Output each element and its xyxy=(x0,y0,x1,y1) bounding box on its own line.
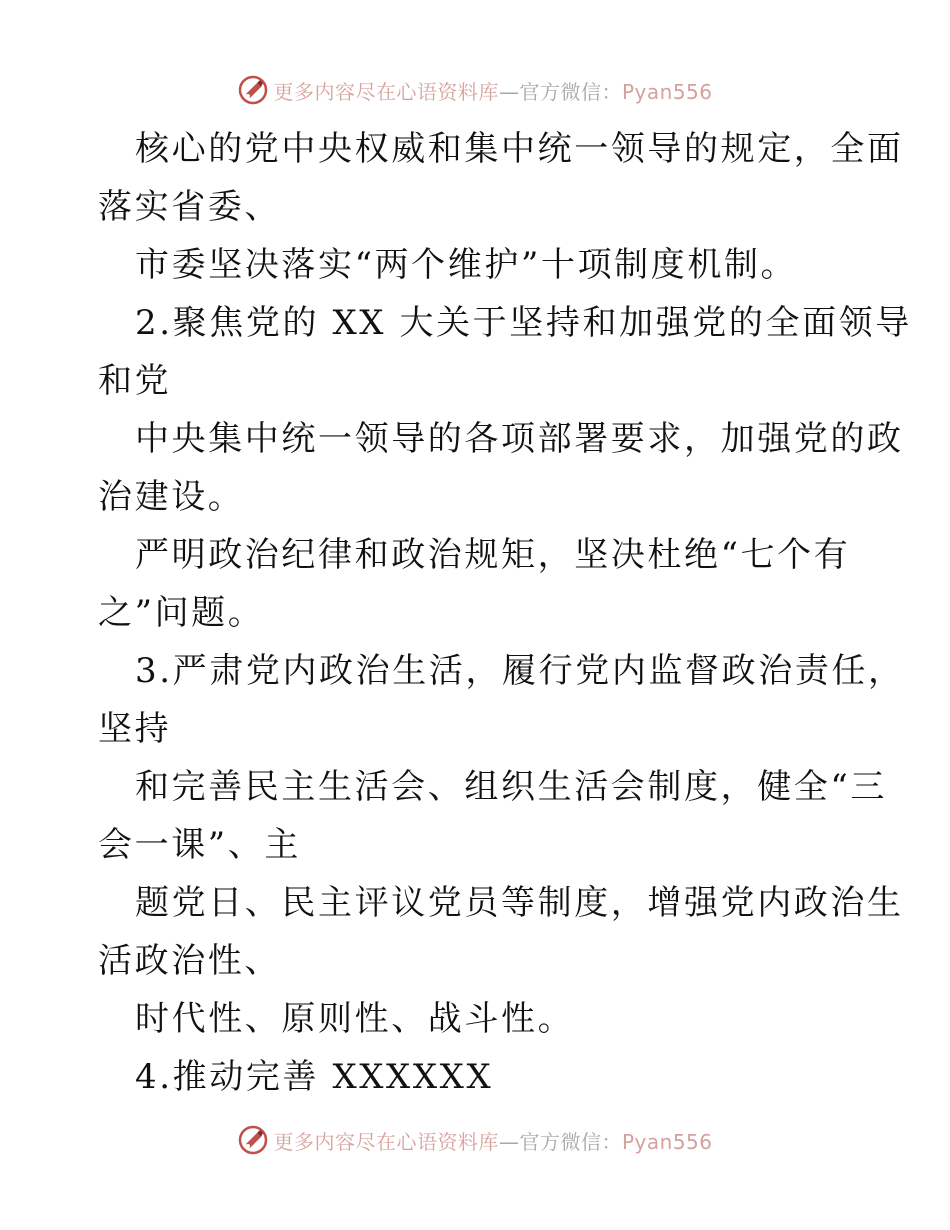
text-line: 2.聚焦党的 XX 大关于坚持和加强党的全面领导 xyxy=(135,303,912,343)
watermark-separator-text: —官方微信： xyxy=(498,79,622,104)
text-line: 活政治性、 xyxy=(98,941,281,981)
text-line: 时代性、原则性、战斗性。 xyxy=(135,999,575,1039)
watermark-wechat-id: Pyan556 xyxy=(621,1129,713,1154)
text-line: 中央集中统一领导的各项部署要求，加强党的政 xyxy=(135,419,904,459)
text-line: 市委坚决落实“两个维护”十项制度机制。 xyxy=(135,245,798,285)
logo-icon xyxy=(237,1124,269,1156)
footer-watermark xyxy=(0,1120,950,1160)
text-line: 坚持 xyxy=(98,709,172,749)
text-line: 题党日、民主评议党员等制度，增强党内政治生 xyxy=(135,883,904,923)
text-line: 治建设。 xyxy=(98,477,245,517)
text-line: 和党 xyxy=(98,361,172,401)
text-line: 和完善民主生活会、组织生活会制度，健全“三 xyxy=(135,767,887,807)
watermark-brand-text: 更多内容尽在心语资料库 xyxy=(273,79,499,104)
watermark-wechat-id: Pyan556 xyxy=(621,79,713,104)
header-watermark xyxy=(0,70,950,110)
logo-icon xyxy=(237,74,269,106)
watermark-separator-text: —官方微信： xyxy=(498,1129,622,1154)
document-body xyxy=(98,120,912,1106)
text-line: 4.推动完善 XXXXXX xyxy=(135,1057,494,1097)
text-line: 会一课”、主 xyxy=(98,825,301,865)
text-line: 严明政治纪律和政治规矩，坚决杜绝“七个有 xyxy=(135,535,851,575)
text-line: 落实省委、 xyxy=(98,187,281,227)
text-line: 之”问题。 xyxy=(98,593,265,633)
watermark-brand-text: 更多内容尽在心语资料库 xyxy=(273,1129,499,1154)
text-line: 3.严肃党内政治生活，履行党内监督政治责任， xyxy=(135,651,905,691)
text-line: 核心的党中央权威和集中统一领导的规定，全面 xyxy=(135,129,904,169)
